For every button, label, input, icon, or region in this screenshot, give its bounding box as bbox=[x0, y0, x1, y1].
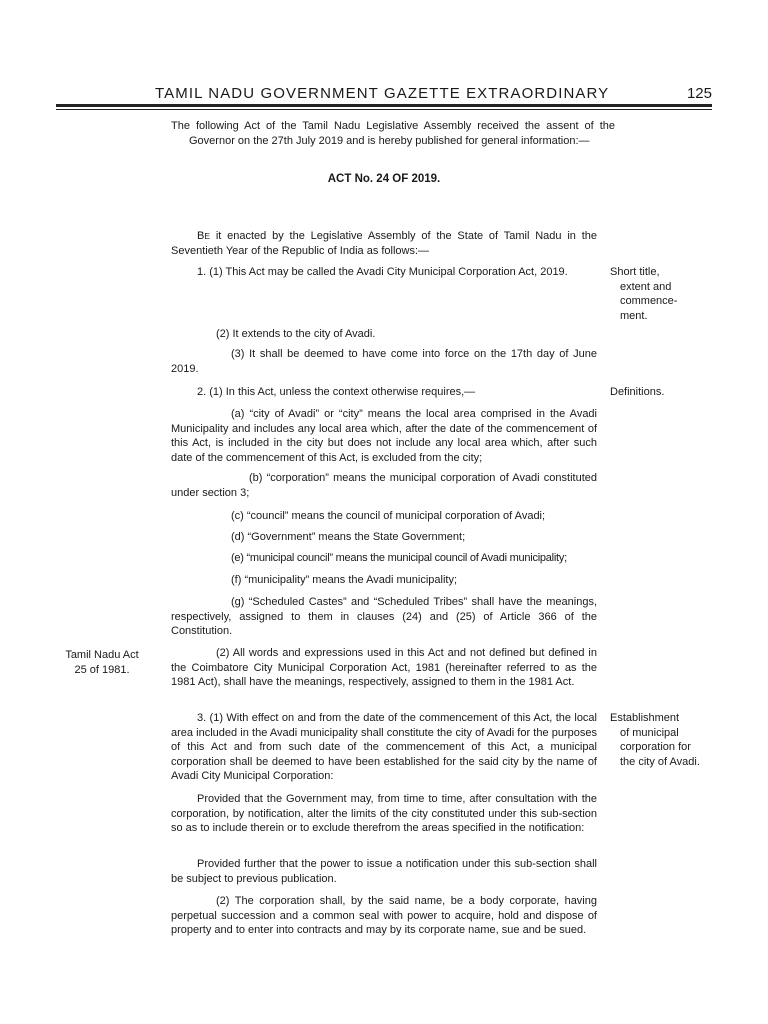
margin-note-tn-act bbox=[52, 648, 152, 677]
enacting-drop-letter: B bbox=[197, 230, 205, 242]
header-rule-thin bbox=[56, 109, 712, 110]
margin-note-line: of municipal bbox=[620, 726, 679, 739]
section-2-d: (d) “Government” means the State Government; bbox=[231, 531, 466, 543]
intro-paragraph: The following Act of the Tamil Nadu Legislative Assembly received the assent of the Governor on the 27th July 2019 and is hereby published for general information:— bbox=[171, 120, 615, 147]
section-1-3: (3) It shall be deemed to have come into force on the 17th day of June 2019. bbox=[171, 348, 597, 375]
margin-note-line: corporation for bbox=[620, 741, 691, 753]
enacting-text: it enacted by the Legislative Assembly of the State of Tamil Nadu in the Seventieth Year of the Republic of India as follows:— bbox=[171, 230, 597, 257]
margin-note-line: commence- bbox=[620, 295, 678, 307]
section-3-proviso-2: Provided further that the power to issue a notification under this sub-section shall be subject to previous publication. bbox=[171, 858, 597, 885]
section-2-b: (b) “corporation” means the municipal corporation of Avadi constituted under section 3; bbox=[171, 472, 597, 499]
margin-note-line: Short title, bbox=[610, 266, 660, 278]
section-3-1: 3. (1) With effect on and from the date of the commencement of this Act, the local area included in the Avadi municipality shall constitute the city of Avadi for the purposes of this Act and from such date of the commencement of this Act, a municipal corporation shall be deemed to have been established for the said city by the name of Avadi City Municipal Corporation: bbox=[171, 712, 597, 782]
margin-note-line: ment. bbox=[620, 309, 648, 322]
section-2-2: (2) All words and expressions used in this Act and not defined but defined in the Coimbatore City Municipal Corporation Act, 1981 (hereinafter referred to as the 1981 Act), shall have the meanings, respectively, assigned to them in the 1981 Act. bbox=[171, 647, 597, 688]
margin-note-line: the city of Avadi. bbox=[620, 755, 700, 768]
margin-note-line: extent and bbox=[620, 280, 672, 293]
section-2-g: (g) “Scheduled Castes” and “Scheduled Tribes” shall have the meanings, respectively, assigned to them in clauses (24) and (25) of Article 366 of the Constitution. bbox=[171, 596, 597, 637]
header-rule-thick bbox=[56, 104, 712, 107]
margin-note-establishment bbox=[610, 711, 720, 769]
section-2-c: (c) “council” means the council of municipal corporation of Avadi; bbox=[231, 510, 546, 522]
act-title: ACT No. 24 OF 2019. bbox=[327, 173, 441, 185]
section-2-f: (f) “municipality” means the Avadi municipality; bbox=[231, 574, 457, 586]
section-2-e: (e) “municipal council” means the municipal council of Avadi municipality; bbox=[231, 552, 567, 564]
section-2-a: (a) “city of Avadi” or “city” means the local area comprised in the Avadi Municipality and includes any local area which, after the date of the commencement of this Act, is included in the city but does not include any local area which, after such date of the commencement of this Act, is excluded from the city; bbox=[171, 408, 597, 464]
margin-note-short-title bbox=[610, 265, 720, 323]
enacting-clause bbox=[171, 229, 597, 258]
margin-note-line: 25 of 1981. bbox=[74, 663, 130, 676]
gazette-title: TAMIL NADU GOVERNMENT GAZETTE EXTRAORDINARY bbox=[155, 85, 610, 102]
section-2-1: 2. (1) In this Act, unless the context otherwise requires,— bbox=[197, 386, 476, 398]
section-3-2: (2) The corporation shall, by the said name, be a body corporate, having perpetual succession and a common seal with power to acquire, hold and dispose of property and to enter into contracts and may by its corporate name, sue and be sued. bbox=[171, 895, 597, 936]
page-number: 125 bbox=[686, 85, 712, 102]
margin-note-line: Tamil Nadu Act bbox=[65, 649, 139, 661]
section-1-2: (2) It extends to the city of Avadi. bbox=[216, 328, 376, 340]
section-3-proviso-1: Provided that the Government may, from time to time, after consultation with the corporation, by notification, alter the limits of the city constituted under this sub-section so as to include therein or to exclude therefrom the areas specified in the notification: bbox=[171, 793, 597, 834]
margin-note-definitions: Definitions. bbox=[610, 386, 665, 398]
enacting-small-caps: E bbox=[204, 231, 211, 241]
margin-note-line: Establishment bbox=[610, 712, 680, 724]
section-1-1: 1. (1) This Act may be called the Avadi City Municipal Corporation Act, 2019. bbox=[197, 266, 568, 278]
